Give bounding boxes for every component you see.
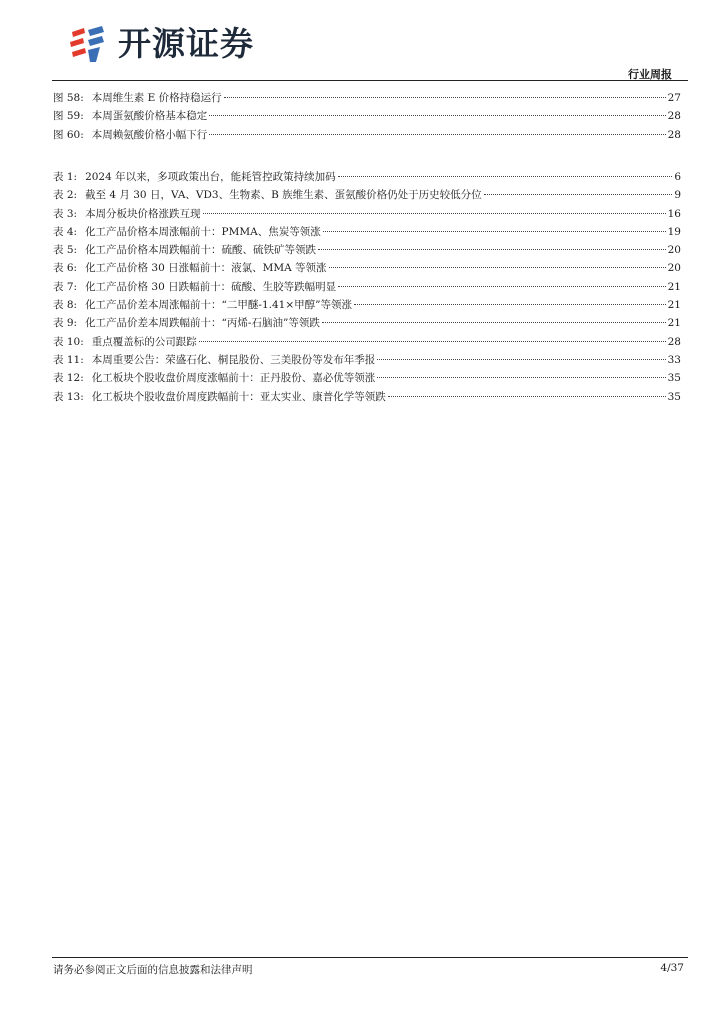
toc-entry-title: 化工板块个股收盘价周度涨幅前十：正丹股份、嘉必优等领涨 (91, 372, 376, 385)
toc-entry[interactable] (53, 260, 681, 278)
toc-entry-number: 表 2: (53, 189, 78, 202)
toc-entry-title: 本周维生素 E 价格持稳运行 (91, 92, 222, 104)
toc-entry-number: 表 10: (53, 335, 84, 348)
figure-list (53, 90, 681, 145)
toc-entry-number: 图 58: (53, 92, 84, 104)
toc-entry-title: 化工产品价差本周涨幅前十：“二甲醚-1.41×甲醇”等领涨 (85, 299, 353, 312)
toc-entry-title: 2024 年以来，多项政策出台，能耗管控政策持续加码 (85, 171, 336, 183)
toc-entry-number: 表 12: (53, 372, 84, 385)
dot-leader (377, 377, 665, 378)
toc-entry-page: 9 (674, 189, 681, 202)
toc-entry-page: 35 (667, 372, 681, 385)
toc-entry[interactable] (53, 224, 681, 242)
report-type-label: 行业周报 (628, 68, 672, 81)
toc-entry-title: 化工板块个股收盘价周度跌幅前十：亚太实业、康普化学等领跌 (91, 390, 386, 403)
toc-entry-number: 表 4: (53, 225, 78, 238)
footer-disclaimer: 请务必参阅正文后面的信息披露和法律声明 (53, 964, 253, 976)
toc-entry-number: 图 60: (53, 128, 84, 141)
toc-entry-title: 化工产品价格 30 日跌幅前十：硫酸、生胶等跌幅明显 (85, 280, 337, 293)
dot-leader (209, 115, 665, 116)
toc-entry-title: 化工产品价差本周跌幅前十：“丙烯-石脑油”等领跌 (85, 317, 320, 330)
toc-entry[interactable] (53, 90, 681, 108)
toc-entry[interactable] (53, 169, 681, 187)
toc-entry-page: 27 (667, 92, 681, 104)
toc-entry[interactable] (53, 334, 681, 352)
header-divider (52, 80, 688, 81)
toc-entry[interactable] (53, 389, 681, 407)
dot-leader (203, 213, 666, 214)
dot-leader (224, 97, 666, 98)
dot-leader (338, 176, 673, 177)
dot-leader (199, 341, 666, 342)
toc-entry[interactable] (53, 370, 681, 388)
dot-leader (318, 249, 666, 250)
toc-entry-page: 35 (667, 390, 681, 403)
dot-leader (323, 231, 666, 232)
toc-entry-title: 本周赖氨酸价格小幅下行 (91, 128, 208, 141)
toc-entry-title: 本周重要公告：荣盛石化、桐昆股份、三美股份等发布年季报 (91, 353, 376, 366)
toc-entry-page: 21 (667, 280, 681, 293)
toc-entry-title: 重点覆盖标的公司跟踪 (91, 335, 197, 348)
toc-entry-number: 表 11: (53, 353, 84, 366)
toc-entry-number: 表 9: (53, 317, 78, 330)
toc-entry[interactable] (53, 206, 681, 224)
company-logo (66, 22, 286, 66)
toc-entry-number: 表 5: (53, 244, 78, 257)
toc-entry-page: 21 (667, 299, 681, 312)
dot-leader (388, 396, 666, 397)
dot-leader (322, 322, 666, 323)
toc-entry-number: 表 8: (53, 299, 78, 312)
toc-entry[interactable] (53, 297, 681, 315)
dot-leader (209, 134, 665, 135)
toc-entry-page: 28 (667, 128, 681, 141)
toc-entry-number: 表 7: (53, 280, 78, 293)
toc-entry-page: 19 (667, 225, 681, 238)
toc-entry[interactable] (53, 315, 681, 333)
toc-entry[interactable] (53, 187, 681, 205)
toc-entry[interactable] (53, 352, 681, 370)
toc-entry[interactable] (53, 127, 681, 145)
toc-entry-number: 表 3: (53, 207, 78, 220)
toc-entry-title: 本周分板块价格涨跌互现 (85, 207, 201, 220)
dot-leader (338, 286, 666, 287)
kaiyuan-logo-icon (66, 22, 110, 66)
toc-entry[interactable] (53, 108, 681, 126)
toc-entry-page: 33 (667, 353, 681, 366)
toc-entry-page: 28 (667, 110, 681, 123)
toc-entry-title: 化工产品价格本周涨幅前十：PMMA、焦炭等领涨 (85, 225, 321, 238)
toc-entry-page: 20 (667, 262, 681, 275)
toc-entry-page: 28 (667, 335, 681, 348)
table-list (53, 169, 681, 407)
toc-entry-number: 表 13: (53, 390, 84, 403)
toc-entry-number: 表 6: (53, 262, 78, 275)
toc-entry-page: 21 (667, 317, 681, 330)
toc-entry-title: 本周蛋氨酸价格基本稳定 (91, 110, 208, 123)
dot-leader (354, 304, 666, 305)
toc-entry-number: 表 1: (53, 171, 78, 183)
toc-entry-page: 20 (667, 244, 681, 257)
page-header (0, 0, 724, 82)
toc-entry-title: 化工产品价格本周跌幅前十：硫酸、硫铁矿等领跌 (85, 244, 317, 257)
company-name: 开源证券 (118, 24, 254, 63)
toc-entry-number: 图 59: (53, 110, 84, 123)
toc-entry-page: 6 (674, 171, 681, 183)
toc-entry-title: 截至 4 月 30 日，VA、VD3、生物素、B 族维生素、蛋氨酸价格仍处于历史较低分位 (85, 189, 482, 202)
footer-divider (52, 957, 688, 958)
dot-leader (484, 194, 673, 195)
toc-entry-page: 16 (667, 207, 681, 220)
dot-leader (329, 267, 666, 268)
page-number: 4/37 (660, 962, 684, 974)
dot-leader (377, 359, 665, 360)
toc-entry-title: 化工产品价格 30 日涨幅前十：液氯、MMA 等领涨 (85, 262, 327, 275)
toc-entry[interactable] (53, 279, 681, 297)
toc-entry[interactable] (53, 242, 681, 260)
